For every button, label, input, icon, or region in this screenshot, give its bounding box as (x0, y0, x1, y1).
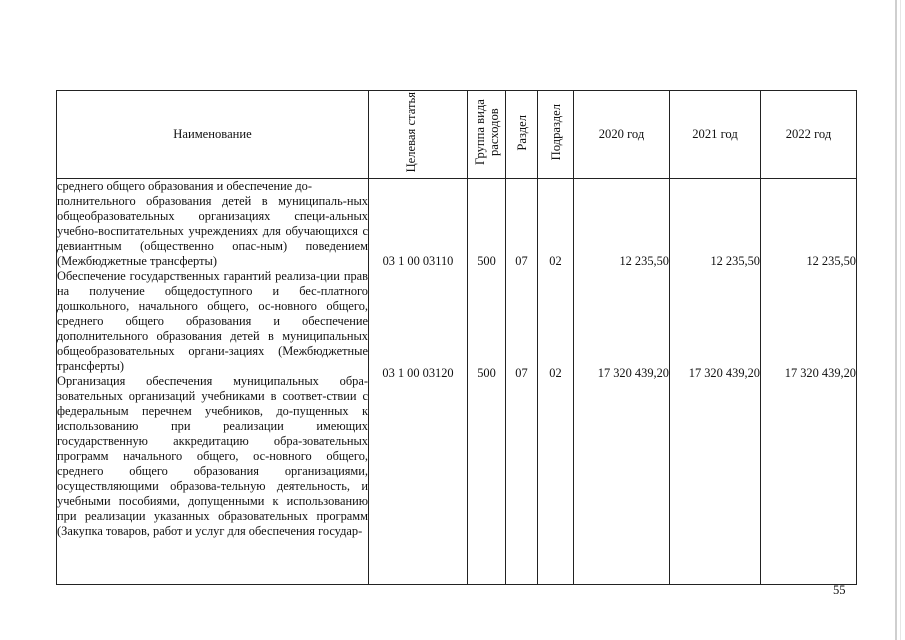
row-1-subsection: 02 (549, 254, 562, 268)
header-2020: 2020 год (574, 91, 670, 179)
row-2-section: 07 (515, 366, 528, 380)
header-2021: 2021 год (670, 91, 761, 179)
y2020-column-cell (574, 179, 670, 585)
table-row (57, 179, 857, 585)
row-2-code: 03 1 00 03120 (382, 366, 454, 380)
header-subsection: Подраздел (538, 91, 574, 179)
row-1-section: 07 (515, 254, 528, 268)
y2021-column-cell (670, 179, 761, 585)
group-column-cell (468, 179, 506, 585)
section-column-cell (506, 179, 538, 585)
row-2-y2022: 17 320 439,20 (784, 366, 856, 380)
row-3-name: Организация обеспечения муниципальных обра-зовательных организаций учебниками в соответ-ствии с федеральным перечнем учебников, до-пущенных к использованию при реализации имеющих государственную аккредитацию обра-зовательных программ начального общего, ос-новного общего, среднего общего образования организациями, осуществляющими образова-тельную деятельность, и учебными пособиями, допущенными к использованию при реализации указанных образовательных программ (Закупка товаров, работ и услуг для обеспечения государ- (57, 374, 368, 538)
row-1-group: 500 (477, 254, 496, 268)
scan-edge-shadow-light (900, 0, 901, 640)
row-2-subsection: 02 (549, 366, 562, 380)
page-number: 55 (833, 583, 846, 597)
header-target-article: Целевая статья (369, 91, 468, 179)
header-section: Раздел (506, 91, 538, 179)
row-2-y2021: 17 320 439,20 (688, 366, 760, 380)
budget-table (56, 90, 857, 585)
row-2-name: Обеспечение государственных гарантий реализа-ции прав на получение общедоступного и бес-платного дошкольного, начального общего, ос-новного общего, среднего общего образования и обеспечение дополнительного образования детей в муниципальных общеобразовательных органи-зациях (Межбюджетные трансферты) (57, 269, 368, 373)
header-name: Наименование (57, 91, 369, 179)
table-header-row (57, 91, 857, 179)
row-2-group: 500 (477, 366, 496, 380)
name-column-cell (57, 179, 369, 585)
header-expense-group: Группа вида расходов (468, 91, 506, 179)
row-2-y2020: 17 320 439,20 (597, 366, 669, 380)
code-column-cell (369, 179, 468, 585)
continued-text: полнительного образования детей в муниципаль-ных общеобразовательных организациях специ-альных учебно-воспитательных учреждениях для обучающихся с девиантным (общественно опас-ным) поведением (Межбюджетные трансферты) (57, 194, 368, 268)
row-1-y2022: 12 235,50 (806, 254, 856, 268)
header-2022: 2022 год (761, 91, 857, 179)
scan-edge-shadow (895, 0, 897, 640)
continued-text-line1: среднего общего образования и обеспечение до- (57, 179, 313, 193)
row-1-y2020: 12 235,50 (619, 254, 669, 268)
y2022-column-cell (761, 179, 857, 585)
subsection-column-cell (538, 179, 574, 585)
row-1-y2021: 12 235,50 (710, 254, 760, 268)
row-1-code: 03 1 00 03110 (382, 254, 454, 268)
